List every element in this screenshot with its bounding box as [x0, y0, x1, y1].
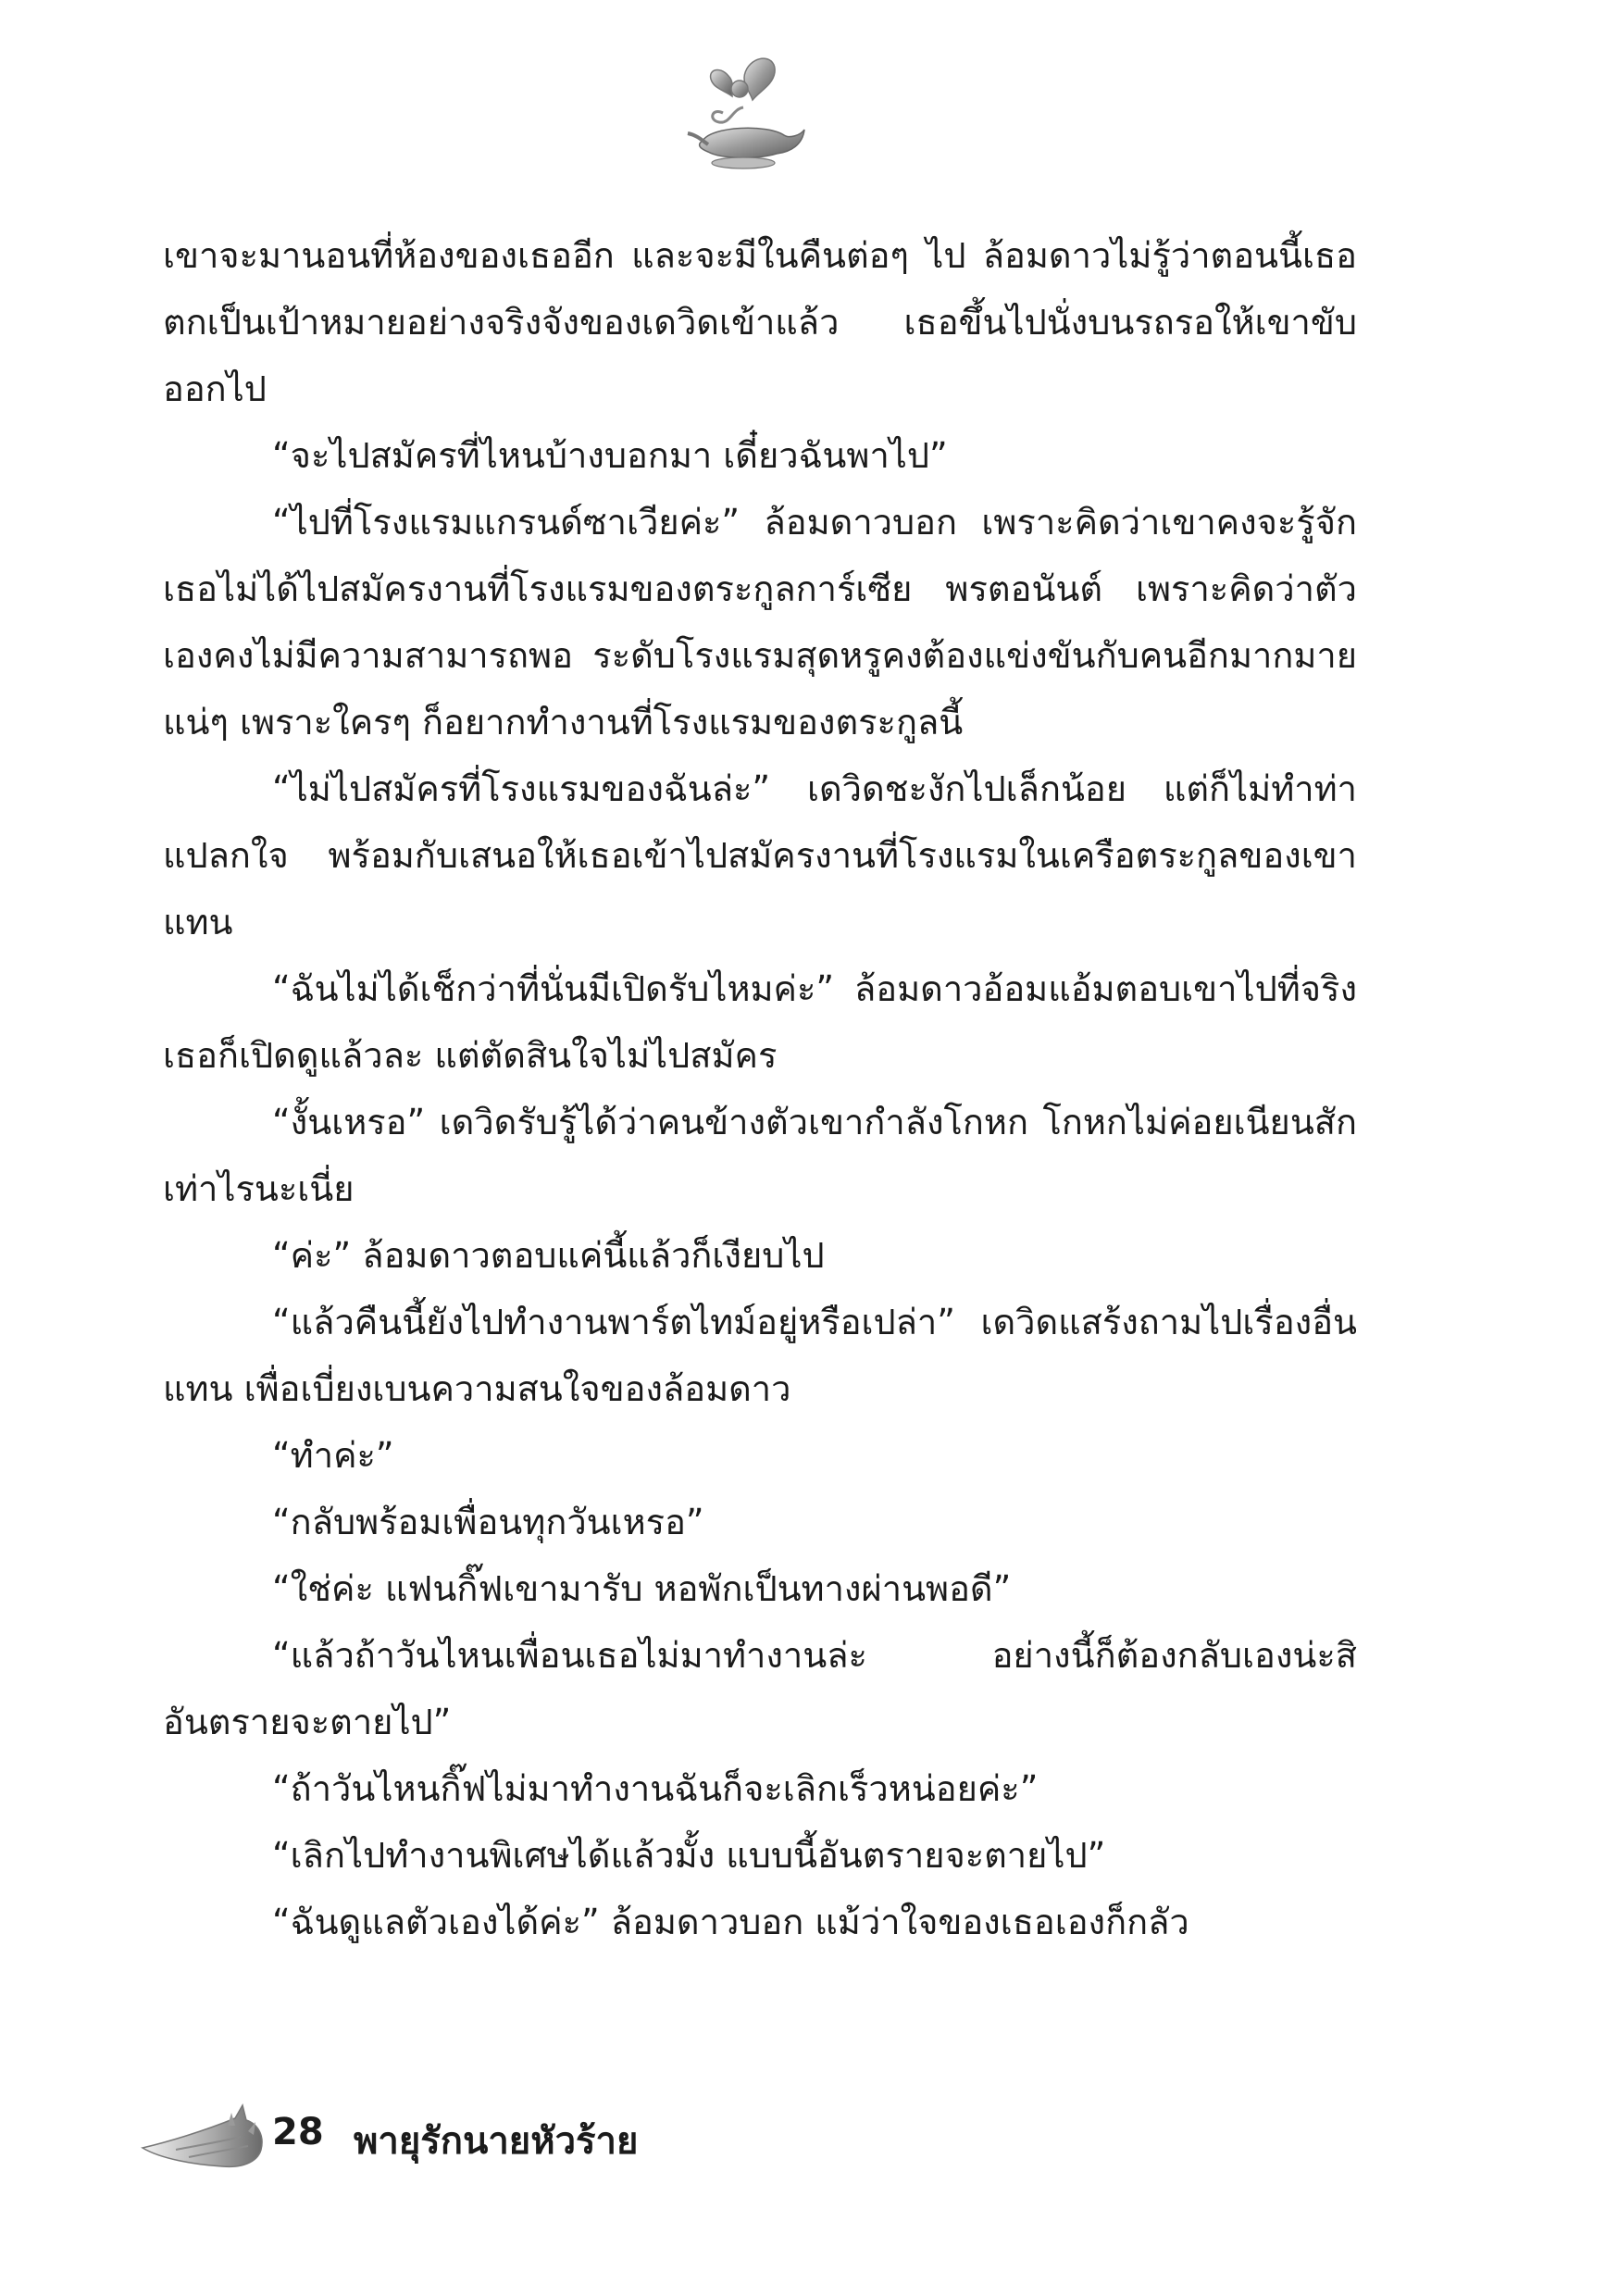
paragraph: เขาจะมานอนที่ห้องของเธออีก และจะมีในคืนต่อๆ ไป ล้อมดาวไม่รู้ว่าตอนนี้เธอตกเป็นเป้าหมายอย่างจริงจังของเดวิดเข้าแล้ว เธอขึ้นไปนั่งบนรถรอให้เขาขับออกไป	[163, 235, 1357, 409]
paragraph: “ฉันไม่ได้เช็กว่าที่นั่นมีเปิดรับไหมค่ะ” ล้อมดาวอ้อมแอ้มตอบเขาไปที่จริงเธอก็เปิดดูแล้วละ แต่ตัดสินใจไม่ไปสมัคร	[163, 968, 1357, 1076]
paragraph: “งั้นเหรอ” เดวิดรับรู้ได้ว่าคนข้างตัวเขากำลังโกหก โกหกไม่ค่อยเนียนสักเท่าไรนะเนี่ย	[163, 1102, 1357, 1209]
paragraph: “กลับพร้อมเพื่อนทุกวันเหรอ”	[272, 1502, 704, 1542]
cupid-teapot-ornament-icon	[675, 48, 814, 178]
paragraph: “ไม่ไปสมัครที่โรงแรมของฉันล่ะ” เดวิดชะงักไปเล็กน้อย แต่ก็ไม่ทำท่าแปลกใจ พร้อมกับเสนอให้เธอเข้าไปสมัครงานที่โรงแรมในเครือตระกูลของเขาแทน	[163, 768, 1357, 942]
paragraph: “แล้วถ้าวันไหนเพื่อนเธอไม่มาทำงานล่ะ อย่างนี้ก็ต้องกลับเองน่ะสิอันตรายจะตายไป”	[163, 1635, 1357, 1742]
paragraph: “ใช่ค่ะ แฟนกิ๊ฟเขามารับ หอพักเป็นทางผ่านพอดี”	[272, 1568, 1012, 1609]
paragraph: “ฉันดูแลตัวเองได้ค่ะ” ล้อมดาวบอก แม้ว่าใจของเธอเองก็กลัว	[272, 1902, 1189, 1942]
paragraph: “จะไปสมัครที่ไหนบ้างบอกมา เดี๋ยวฉันพาไป”	[272, 435, 948, 476]
paragraph: “ไปที่โรงแรมแกรนด์ซาเวียค่ะ” ล้อมดาวบอก เพราะคิดว่าเขาคงจะรู้จัก เธอไม่ได้ไปสมัครงานที่โรงแรมของตระกูลการ์เซีย พรตอนันต์ เพราะคิดว่าตัวเองคงไม่มีความสามารถพอ ระดับโรงแรมสุดหรูคงต้องแข่งขันกับคนอีกมากมายแน่ๆ เพราะใครๆ ก็อยากทำงานที่โรงแรมของตระกูลนี้	[163, 502, 1357, 742]
book-title: พายุรักนายหัวร้าย	[354, 2120, 639, 2163]
page-number: 28	[272, 2111, 324, 2153]
paragraph: “แล้วคืนนี้ยังไปทำงานพาร์ตไทม์อยู่หรือเปล่า” เดวิดแสร้งถามไปเรื่องอื่นแทน เพื่อเบี่ยงเบนความสนใจของล้อมดาว	[163, 1302, 1357, 1409]
paragraph: “ค่ะ” ล้อมดาวตอบแค่นี้แล้วก็เงียบไป	[272, 1235, 825, 1276]
seashell-icon	[139, 2094, 278, 2177]
paragraph: “ถ้าวันไหนกิ๊ฟไม่มาทำงานฉันก็จะเลิกเร็วหน่อยค่ะ”	[272, 1768, 1039, 1809]
paragraph: “เลิกไปทำงานพิเศษได้แล้วมั้ง แบบนี้อันตรายจะตายไป”	[272, 1835, 1106, 1876]
body-text	[163, 222, 1357, 1955]
page-footer	[139, 2094, 879, 2187]
paragraph: “ทำค่ะ”	[272, 1435, 394, 1476]
